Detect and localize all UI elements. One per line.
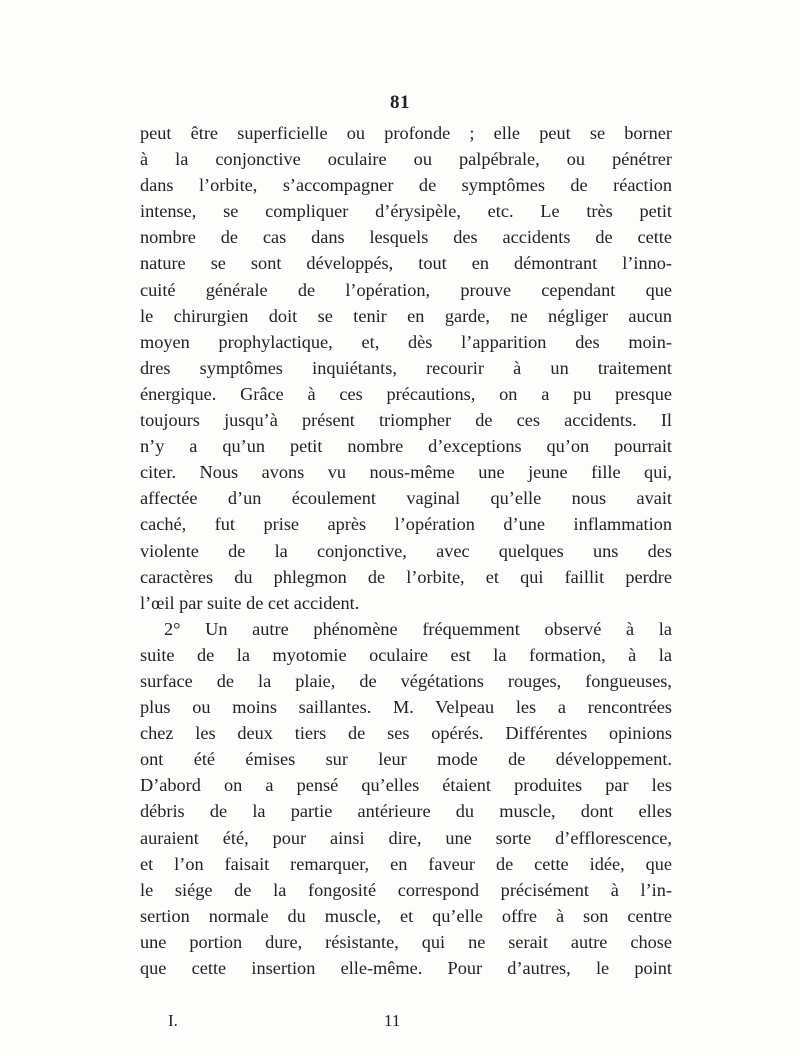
page-number: 81 (390, 92, 410, 113)
text-line: le siége de la fongosité correspond précisément à l’in- (140, 879, 672, 900)
text-line: cuité générale de l’opération, prouve cependant que (140, 279, 672, 300)
text-line: dans l’orbite, s’accompagner de symptômes de réaction (140, 175, 672, 196)
text-line: suite de la myotomie oculaire est la formation, à la (140, 644, 672, 665)
text-line: à la conjonctive oculaire ou palpébrale, ou pénétrer (140, 149, 672, 170)
text-line: dres symptômes inquiétants, recourir à un traitement (140, 357, 672, 378)
text-line: peut être superficielle ou profonde ; elle peut se borner (140, 123, 672, 143)
text-line: toujours jusqu’à présent triompher de ces accidents. Il (140, 410, 672, 431)
text-line: 2° Un autre phénomène fréquemment observé à la (164, 618, 672, 639)
text-line: et l’on faisait remarquer, en faveur de cette idée, que (140, 853, 672, 874)
page-footer (140, 1009, 672, 1033)
text-line: une portion dure, résistante, qui ne serait autre chose (140, 931, 672, 952)
text-line: sertion normale du muscle, et qu’elle offre à son centre (140, 905, 672, 926)
text-line: chez les deux tiers de ses opérés. Différentes opinions (140, 723, 672, 744)
text-line: intense, se compliquer d’érysipèle, etc. Le très petit (140, 201, 672, 222)
text-line: énergique. Grâce à ces précautions, on a pu presque (140, 383, 672, 404)
text-line: que cette insertion elle-même. Pour d’autres, le point (140, 958, 672, 978)
text-line: débris de la partie antérieure du muscle, dont elles (140, 801, 672, 822)
text-line: le chirurgien doit se tenir en garde, ne négliger aucun (140, 305, 672, 326)
text-line: plus ou moins saillantes. M. Velpeau les a rencontrées (140, 697, 672, 718)
text-line: nature se sont développés, tout en démontrant l’inno- (140, 253, 672, 274)
body-text (140, 120, 672, 981)
text-line: n’y a qu’un petit nombre d’exceptions qu’on pourrait (140, 436, 672, 457)
text-line: affectée d’un écoulement vaginal qu’elle nous avait (140, 488, 672, 509)
sheet-number: 11 (384, 1011, 401, 1030)
text-line: surface de la plaie, de végétations rouges, fongueuses, (140, 670, 672, 691)
text-line: moyen prophylactique, et, dès l’apparition des moin- (140, 331, 672, 352)
text-line: D’abord on a pensé qu’elles étaient produites par les (140, 775, 672, 796)
text-line: violente de la conjonctive, avec quelques uns des (140, 540, 672, 561)
text-line-paragraph-end: l’œil par suite de cet accident. (140, 592, 360, 613)
signature-mark: I. (168, 1011, 178, 1030)
text-line: auraient été, pour ainsi dire, une sorte d’efflorescence, (140, 827, 672, 848)
text-line: caché, fut prise après l’opération d’une inflammation (140, 514, 672, 535)
text-line: citer. Nous avons vu nous-même une jeune fille qui, (140, 462, 672, 483)
text-line: ont été émises sur leur mode de développement. (140, 749, 672, 770)
text-line: caractères du phlegmon de l’orbite, et qui faillit perdre (140, 566, 672, 587)
text-line: nombre de cas dans lesquels des accidents de cette (140, 227, 672, 248)
